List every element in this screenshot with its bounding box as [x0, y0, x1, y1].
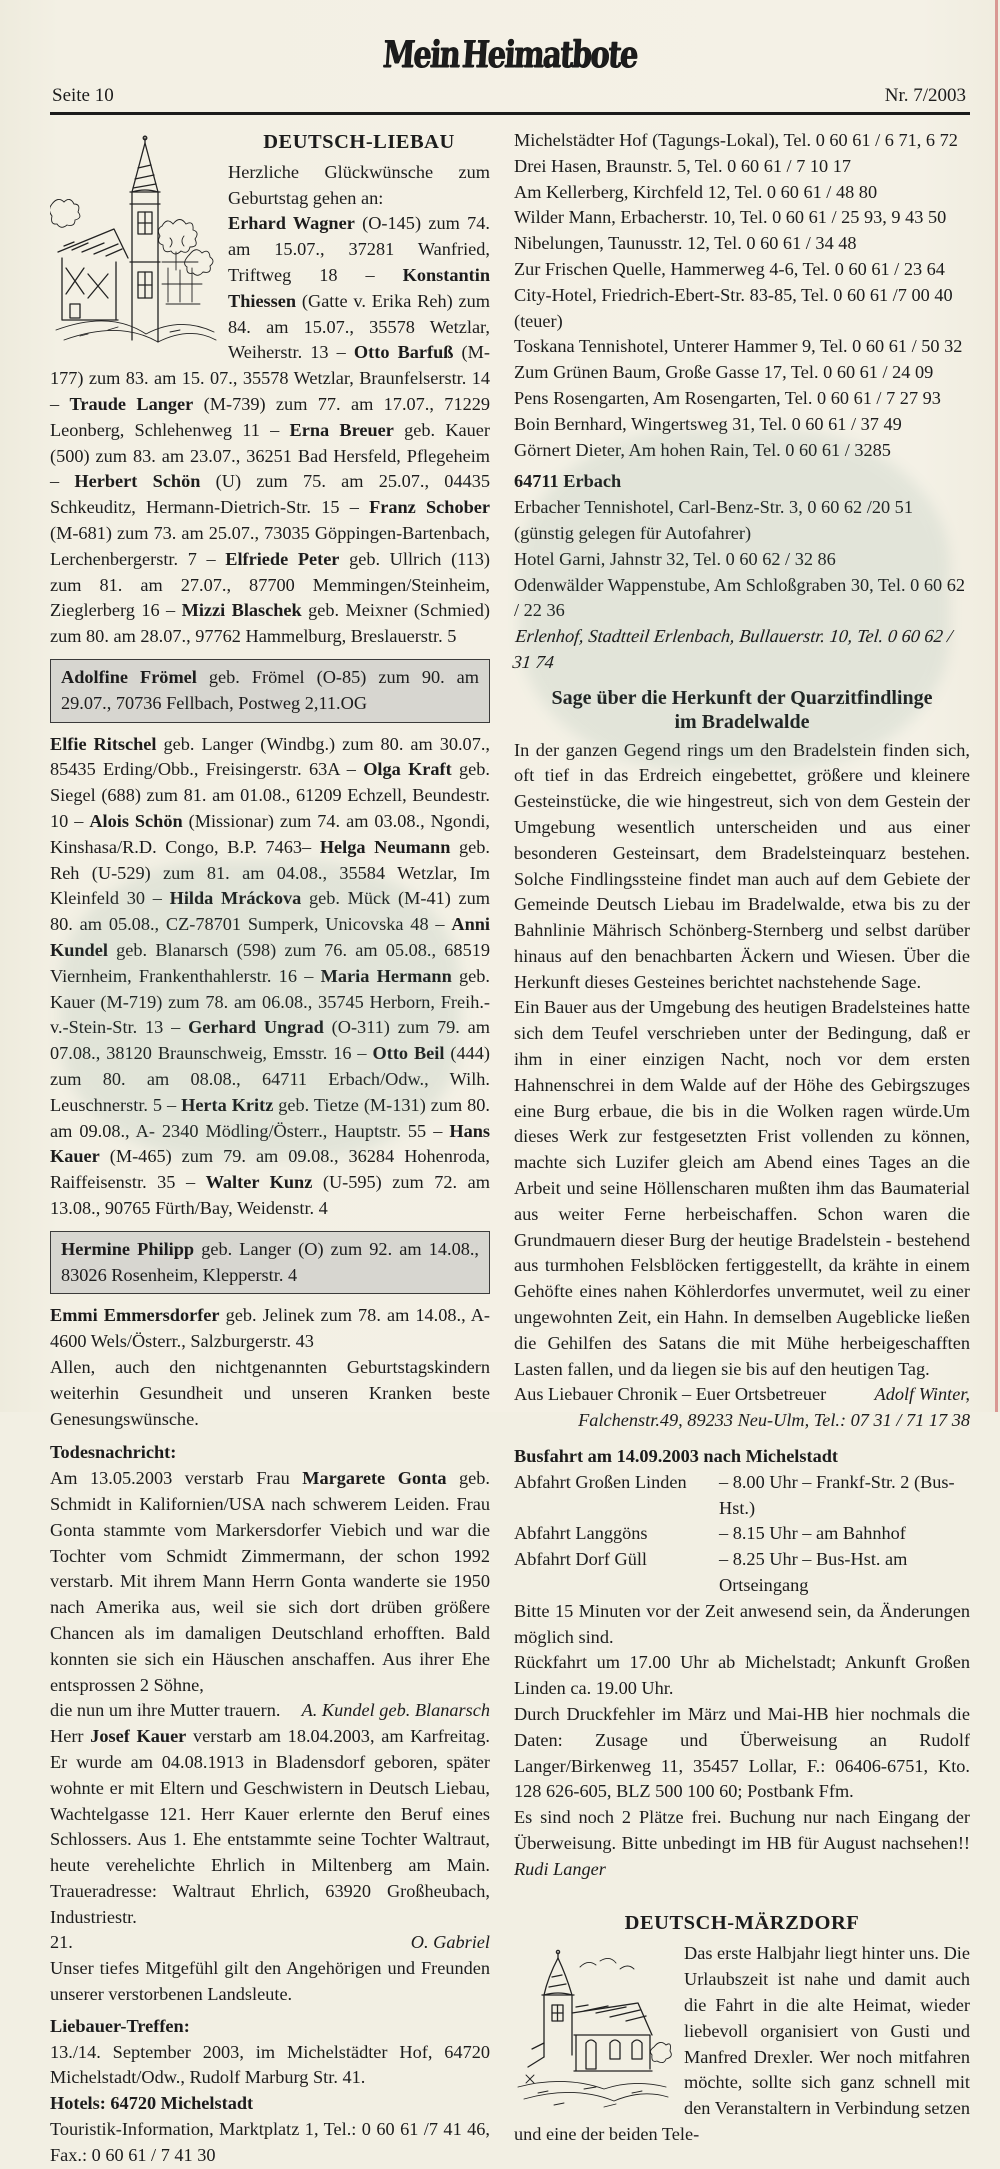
highlight-box-philipp — [50, 1231, 490, 1295]
list-item: Görnert Dieter, Am hohen Rain, Tel. 0 60 61 / 3285 — [514, 439, 891, 460]
bus-note-4: Es sind noch 2 Plätze frei. Buchung nur nach Eingang der Überweisung. Bitte unbedingt im HB für August nachsehen!! Rudi Langer — [514, 1807, 970, 1879]
list-item: Boin Bernhard, Wingertsweg 31, Tel. 0 60 61 / 37 49 — [514, 413, 902, 434]
list-item: Erbacher Tennishotel, Carl-Benz-Str. 3, 0 60 62 /20 51 (günstig gelegen für Autofahrer) — [514, 497, 913, 543]
tourist-info-line: Touristik-Information, Marktplatz 1, Tel.: 0 60 61 /7 41 46, Fax.: 0 60 61 / 7 41 30 — [50, 2119, 490, 2165]
obituary-paragraph-gonta: Am 13.05.2003 verstarb Frau Margarete Gonta geb. Schmidt in Kalifornien/USA nach schwerem Leiden. Frau Gonta stammte vom Markersdorfer Viebich und war die Tochter vom Schmidt Zimmermann, der schon 1992 verstarb. Mit ihrem Mann Herrn Gonta wanderte sie 1950 nach Amerika aus, weil sie sich dort drüben größere Chancen als im damaligen Deutschland erhofften. Bald konnten sie sich ein Häuschen anschaffen. Aus ihrer Ehe entsprossen 2 Söhne, — [50, 1468, 490, 1695]
meeting-date-line: 13./14. September 2003, im Michelstädter Hof, 64720 Michelstadt/Odw., Rudolf Marburg Str. 41. — [50, 2041, 490, 2088]
masthead-logo: Mein Heimatbote — [381, 32, 639, 76]
bus-departure-label-1: Abfahrt Großen Linden — [514, 1471, 687, 1492]
list-item: Zur Frischen Quelle, Hammerweg 4-6, Tel. 0 60 61 / 23 64 — [514, 258, 945, 279]
birthday-greetings-paragraph-2: Elfie Ritschel geb. Langer (Windbg.) zum 80. am 30.07., 85435 Erding/Obb., Freisingerstr. 63A – Olga Kraft geb. Siegel (688) zum 81. am 01.08., 61209 Echzell, Beundestr. 10 – Alois Schön (Missionar) zum 74. am 03.08., Ngondi, Kinshasa/R.D. Congo, B.P. 7463– Helga Neumann geb. Reh (U-529) zum 81. am 04.08., 35584 Wetzlar, Im Kleinfeld 30 – Hilda Mráckova geb. Mück (M-41) zum 80. am 05.08., CZ-78701 Sumperk, Unicovska 48 – Anni Kundel geb. Blanarsch (598) zum 76. am 05.08., 68519 Viernheim, Frankenthahlerstr. 16 – Maria Hermann geb. Kauer (M-719) zum 78. am 06.08., 35745 Herborn, Freih.-v.-Stein-Str. 13 – Gerhard Ungrad (O-311) zum 79. am 07.08., 38120 Braunschweig, Emsstr. 16 – Otto Beil (444) zum 80. am 08.08., 64711 Erbach/Odw., Wilh. Leuschnerstr. 5 – Herta Kritz geb. Tietze (M-131) zum 80. am 09.08., A- 2340 Mödling/Österr., Hauptstr. 55 – Hans Kauer (M-465) zum 79. am 09.08., 36284 Hohenroda, Raiffeisenstr. 35 – Walter Kunz (U-595) zum 72. am 13.08., 90765 Fürth/Bay, Weidenstr. 4 — [50, 733, 491, 1218]
birthday-greetings-paragraph-3: Emmi Emmersdorfer geb. Jelinek zum 78. am 14.08., A-4600 Wels/Österr., Salzburgerstr. 43 — [50, 1305, 490, 1352]
maerzdorf-block — [514, 1941, 970, 2147]
page-number: Seite 10 — [52, 85, 114, 106]
bus-departure-label-2: Abfahrt Langgöns — [514, 1523, 648, 1544]
bus-note-2: Rückfahrt um 17.00 Uhr ab Michelstadt; Ankunft Großen Linden ca. 19.00 Uhr. — [514, 1652, 970, 1699]
obituary-signature-1: A. Kundel geb. Blanarsch — [301, 1700, 490, 1721]
sage-paragraph-1: In der ganzen Gegend rings um den Bradelstein finden sich, oft tief in das Erdreich eingebettet, größere und kleinere Gesteinstücke, die wie hingestreut, sich von dem Gestein der Umgebung wesentlich unterscheiden und aus einer besonderen Gesteinsart, dem Bradelsteinquarz bestehen. Solche Findlingssteine findet man auch auf dem Gebiete der Gemeinde Deutsch Liebau im Bradelwalde, etwa bis zu der Bahnlinie Mährisch Schönberg-Sternberg und selbst darüber hinaus auf den benachbarten Äckern und Wiesen. Über die Herkunft dieses Gesteines berichtet nachstehende Sage. — [514, 739, 970, 992]
list-item: Toskana Tennishotel, Unterer Hammer 9, Tel. 0 60 61 / 50 32 — [514, 336, 963, 357]
bus-departure-value-3: – 8.25 Uhr – Bus-Hst. am Ortseingang — [719, 1549, 908, 1596]
list-item: Drei Hasen, Braunstr. 5, Tel. 0 60 61 / 7 10 17 — [514, 155, 852, 176]
condolence-text: Unser tiefes Mitgefühl gilt den Angehörigen und Freunden unserer verstorbenen Landsleute. — [50, 1958, 490, 2005]
sage-heading-line-2: im Bradelwalde — [674, 711, 810, 734]
obituary-last-line-2: 21. — [50, 1932, 73, 1953]
sage-paragraph-2: Ein Bauer aus der Umgebung des heutigen Bradelsteines hatte sich dem Teufel verschrieben unter der Bedingung, daß er ihm in einer einzigen Nacht, noch vor dem ersten Hahnenschrei in dem Walde auf der Höhe des Gebirgszuges eine Burg erbaue, die bis in die Wolken ragen würde.Um dieses Werk zur festgesetzten Frist vollenden zu können, machte sich Luzifer gleich am Abend eines Tages an die Arbeit und seine Höllenscharen mußten ihm das Baumaterial aus weiter Ferne herbeischaffen. Schon waren die Grundmauern dieser Burg der heutige Bradelstein - bestehend aus turmhohen Felsblöcken fertiggestellt, da krähte in einem Gehöfte eines nahen Köhlerdorfes unvermutet, weil zu einer ungewohnten Zeit, ein Hahn. In demselben Augeblicke ließen die Gehilfen des Satans die mit Mühe herbeigeschafften Lasten fallen, und da liegen sie bis auf den heutigen Tag. — [514, 997, 970, 1379]
page-edge-line — [995, 0, 998, 1412]
list-item: Hotel Garni, Jahnstr 32, Tel. 0 60 62 / 32 86 — [514, 548, 836, 569]
village-church-illustration — [50, 134, 218, 346]
list-item: Wilder Mann, Erbacherstr. 10, Tel. 0 60 61 / 25 93, 9 43 50 — [514, 207, 947, 228]
list-item: Odenwälder Wappenstube, Am Schloßgraben 30, Tel. 0 60 62 / 22 36 — [514, 574, 965, 621]
bus-departure-label-3: Abfahrt Dorf Güll — [514, 1549, 648, 1570]
bus-departure-row-2 — [514, 1521, 970, 1547]
bus-departure-value-1: – 8.00 Uhr – Frankf-Str. 2 (Bus-Hst.) — [719, 1471, 955, 1518]
bus-note-3: Durch Druckfehler im März und Mai-HB hier nochmals die Daten: Zusage und Überweisung an Rudolf Langer/Birkenweg 11, 35457 Lollar, F.: 06406-6751, Kto. 128 626-605, BLZ 500 100 60; Postbank Ffm. — [514, 1704, 970, 1802]
list-item: Michelstädter Hof (Tagungs-Lokal), Tel. 0 60 61 / 6 71, 6 72 — [514, 130, 958, 150]
issue-number: Nr. 7/2003 — [884, 85, 966, 106]
birthday-wishes-text: Allen, auch den nichtgenannten Geburtstagskindern weiterhin Gesundheit und unseren Kranken beste Genesungswünsche. — [50, 1356, 490, 1429]
chronik-signature: Adolf Winter, — [874, 1384, 970, 1405]
highlight-box-froemel-text: Adolfine Frömel geb. Frömel (O-85) zum 90. am 29.07., 70736 Fellbach, Postweg 2,11.OG — [61, 667, 479, 713]
hotel-list-michelstadt — [514, 128, 970, 463]
obituary-paragraph-kauer: Herr Josef Kauer verstarb am 18.04.2003, am Karfreitag. Er wurde am 04.08.1913 in Bladensdorf geboren, später wohnte er mit Eltern und Geschwistern in Deutsch Liebau, Wachtelgasse 121. Herr Kauer erlernte den Beruf eines Schlossers. Aus 1. Ehe entstammte seine Tochter Waltraut, heute verehelichte Ehrlich in Miltenberg am Main. Traueradresse: Waltraut Ehrlich, 63920 Großheubach, Industriestr. — [50, 1726, 490, 1927]
section-title-deutsch-liebau: DEUTSCH-LIEBAU — [263, 131, 455, 153]
bus-departure-value-2: – 8.15 Uhr – am Bahnhof — [719, 1523, 906, 1544]
list-item: Zum Grünen Baum, Große Gasse 17, Tel. 0 60 61 / 24 09 — [514, 362, 934, 383]
maerzdorf-paragraph: Das erste Halbjahr liegt hinter uns. Die Urlaubszeit ist nahe und damit auch die Fahrt in die alte Heimat, wieder liebevoll organisiert von Gusti und Manfred Drexler. Wer noch mitfahren möchte, sollte sich ganz schnell mit den Veranstaltern in Verbindung setzen und eine der beiden Tele- — [514, 1943, 970, 2145]
bleed-through-artifact — [520, 430, 950, 770]
obituary-last-line-1: die nun um ihre Mutter trauern. — [50, 1700, 281, 1721]
obituary-signature-2: O. Gabriel — [410, 1932, 490, 1953]
chapel-illustration — [514, 1947, 672, 2115]
list-item: Nibelungen, Taunusstr. 12, Tel. 0 60 61 / 34 48 — [514, 233, 857, 254]
erbach-heading: 64711 Erbach — [514, 471, 622, 492]
list-item: Am Kellerberg, Kirchfeld 12, Tel. 0 60 61 / 48 80 — [514, 181, 878, 202]
obituary-signature-row-1 — [50, 1698, 490, 1724]
hotels-heading: Hotels: 64720 Michelstadt — [50, 2093, 254, 2114]
page-header — [50, 12, 970, 115]
bus-departure-row-3 — [514, 1547, 970, 1599]
birthday-greetings-paragraph-1: Herzliche Glückwünsche zum Geburtstag gehen an: Erhard Wagner (O-145) zum 74. am 15.07., 37281 Wanfried, Triftweg 18 – Konstantin Thiessen (Gatte v. Erika Reh) zum 84. am 15.07., 35578 Wetzlar, Weiherstr. 13 – Otto Barfuß (M-177) zum 83. am 15. 07., 35578 Wetzlar, Braunfelserstr. 14 – Traude Langer (M-739) zum 77. am 17.07., 71229 Leonberg, Schlehenweg 11 – Erna Breuer geb. Kauer (500) zum 83. am 23.07., 36251 Bad Hersfeld, Pflegeheim – Herbert Schön (U) zum 75. am 25.07., 04435 Schkeuditz, Hermann-Dietrich-Str. 15 – Franz Schober (M-681) zum 73. am 25.07., 73035 Göppingen-Bartenbach, Lerchenbergerstr. 7 – Elfriede Peter geb. Ullrich (113) zum 81. am 27.07., 87700 Memmingen/Steinheim, Zieglerberg 16 – Mizzi Blaschek geb. Meixner (Schmied) zum 80. am 28.07., 97762 Hammelburg, Breslauerstr. 5 — [50, 161, 491, 647]
bleed-through-artifact — [60, 860, 460, 1160]
chronik-signature-row — [514, 1382, 970, 1408]
obituary-heading: Todesnachricht: — [50, 1442, 177, 1463]
bus-note-1: Bitte 15 Minuten vor der Zeit anwesend sein, da Änderungen möglich sind. — [514, 1600, 970, 1647]
bus-departure-row-1 — [514, 1470, 970, 1522]
list-item: Pens Rosengarten, Am Rosengarten, Tel. 0 60 61 / 7 27 93 — [514, 387, 941, 408]
chronik-address-line: Falchenstr.49, 89233 Neu-Ulm, Tel.: 07 31 / 71 17 38 — [578, 1410, 970, 1431]
list-item: City-Hotel, Friedrich-Ebert-Str. 83-85, Tel. 0 60 61 /7 00 40 (teuer) — [514, 284, 953, 331]
bus-trip-heading: Busfahrt am 14.09.2003 nach Michelstadt — [514, 1446, 838, 1467]
highlight-box-philipp-text: Hermine Philipp geb. Langer (O) zum 92. am 14.08., 83026 Rosenheim, Klepperstr. 4 — [61, 1238, 479, 1285]
obituary-signature-row-2 — [50, 1930, 490, 1956]
chronik-source-text: Aus Liebauer Chronik – Euer Ortsbetreuer — [514, 1384, 827, 1405]
meeting-heading: Liebauer-Treffen: — [50, 2015, 190, 2036]
sage-heading-line-1: Sage über die Herkunft der Quarzitfindlinge — [551, 686, 933, 709]
highlight-box-froemel — [50, 659, 490, 723]
erlenhof-line: Erlenhof, Stadtteil Erlenbach, Bullauerstr. 10, Tel. 0 60 62 / 31 74 — [511, 626, 954, 672]
section-title-deutsch-maerzdorf: DEUTSCH-MÄRZDORF — [624, 1911, 860, 1934]
